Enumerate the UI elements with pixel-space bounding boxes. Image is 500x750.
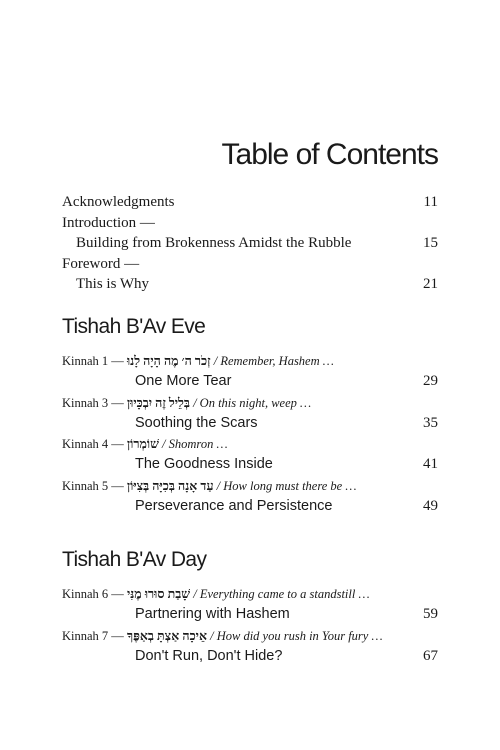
entry-title: Introduction — [62, 214, 155, 231]
kinnah-translation: / Shomron … [162, 437, 228, 451]
kinnah-label: Kinnah 1 — [62, 354, 124, 368]
page-number: 49 [423, 498, 438, 514]
section-title-eve: Tishah B'Av Eve [62, 315, 206, 338]
kinnah-subtitle-row [62, 645, 438, 667]
toc-entry-introduction [62, 213, 438, 234]
toc-entry-acknowledgments [62, 192, 438, 213]
entry-subtitle: This is Why [76, 276, 150, 292]
kinnah-label: Kinnah 7 — [62, 629, 124, 643]
front-matter-list [62, 192, 438, 295]
toc-entry-introduction-subtitle [62, 233, 438, 254]
kinnah-label: Kinnah 5 — [62, 479, 124, 493]
kinnah-translation: / On this night, weep … [193, 396, 312, 410]
page-number: 41 [423, 456, 438, 472]
kinnah-heading [62, 627, 438, 645]
kinnah-subtitle: Don't Run, Don't Hide? [135, 648, 283, 664]
kinnah-subtitle-row [62, 453, 438, 475]
kinnah-subtitle: One More Tear [135, 373, 232, 389]
kinnah-subtitle: Soothing the Scars [135, 415, 258, 431]
kinnah-label: Kinnah 3 — [62, 396, 124, 410]
entry-title: Acknowledgments [62, 194, 175, 210]
kinnah-heading [62, 352, 438, 370]
kinnah-translation: / How did you rush in Your fury … [210, 629, 383, 643]
kinnah-subtitle: The Goodness Inside [135, 456, 273, 472]
kinnah-heading [62, 394, 438, 412]
kinnah-subtitle: Perseverance and Persistence [135, 498, 333, 514]
kinnah-heading [62, 435, 438, 453]
page-number: 35 [423, 415, 438, 431]
toc-entry-kinnah-4 [62, 435, 438, 475]
page-number: 29 [423, 373, 438, 389]
kinnah-hebrew: עַד אָנָה בְּכִיָּה בְּצִיּוֹן [126, 479, 214, 493]
page-number: 59 [423, 606, 438, 622]
page-number: 15 [423, 235, 438, 251]
toc-entry-kinnah-3 [62, 394, 438, 434]
kinnah-subtitle-row [62, 495, 438, 517]
kinnah-hebrew: אֵיכָה אַצְתָּ בְאַפֶּךָ [126, 629, 207, 643]
page-title: Table of Contents [221, 138, 438, 171]
entry-subtitle: Building from Brokenness Amidst the Rubble [76, 235, 352, 251]
page-number: 21 [423, 276, 438, 292]
toc-entry-foreword [62, 254, 438, 275]
kinnah-subtitle-row [62, 370, 438, 392]
kinnah-translation: / How long must there be … [216, 479, 357, 493]
toc-entry-kinnah-6 [62, 585, 438, 625]
kinnah-subtitle: Partnering with Hashem [135, 606, 290, 622]
kinnah-subtitle-row [62, 603, 438, 625]
kinnah-hebrew: שׁוֹמְרוֹן [126, 437, 159, 451]
section-title-day: Tishah B'Av Day [62, 548, 207, 571]
toc-entry-kinnah-5 [62, 477, 438, 517]
kinnah-heading [62, 585, 438, 603]
kinnah-label: Kinnah 6 — [62, 587, 124, 601]
kinnah-translation: / Everything came to a standstill … [193, 587, 370, 601]
toc-entry-foreword-subtitle [62, 274, 438, 295]
toc-entry-kinnah-1 [62, 352, 438, 392]
kinnah-hebrew: בְּלֵיל זֶה יִבְכָּיוּן [126, 396, 190, 410]
kinnah-heading [62, 477, 438, 495]
page-number: 67 [423, 648, 438, 664]
kinnah-hebrew: זְכֹר ה׳ מֶה הָיָה לָנוּ [126, 354, 211, 368]
kinnah-hebrew: שָׁבַת סוּרוּ מֶנִּי [126, 587, 191, 601]
kinnah-subtitle-row [62, 412, 438, 434]
kinnah-label: Kinnah 4 — [62, 437, 124, 451]
kinnah-translation: / Remember, Hashem … [213, 354, 334, 368]
page-number: 11 [423, 194, 438, 210]
toc-entry-kinnah-7 [62, 627, 438, 667]
entry-title: Foreword — [62, 255, 140, 272]
